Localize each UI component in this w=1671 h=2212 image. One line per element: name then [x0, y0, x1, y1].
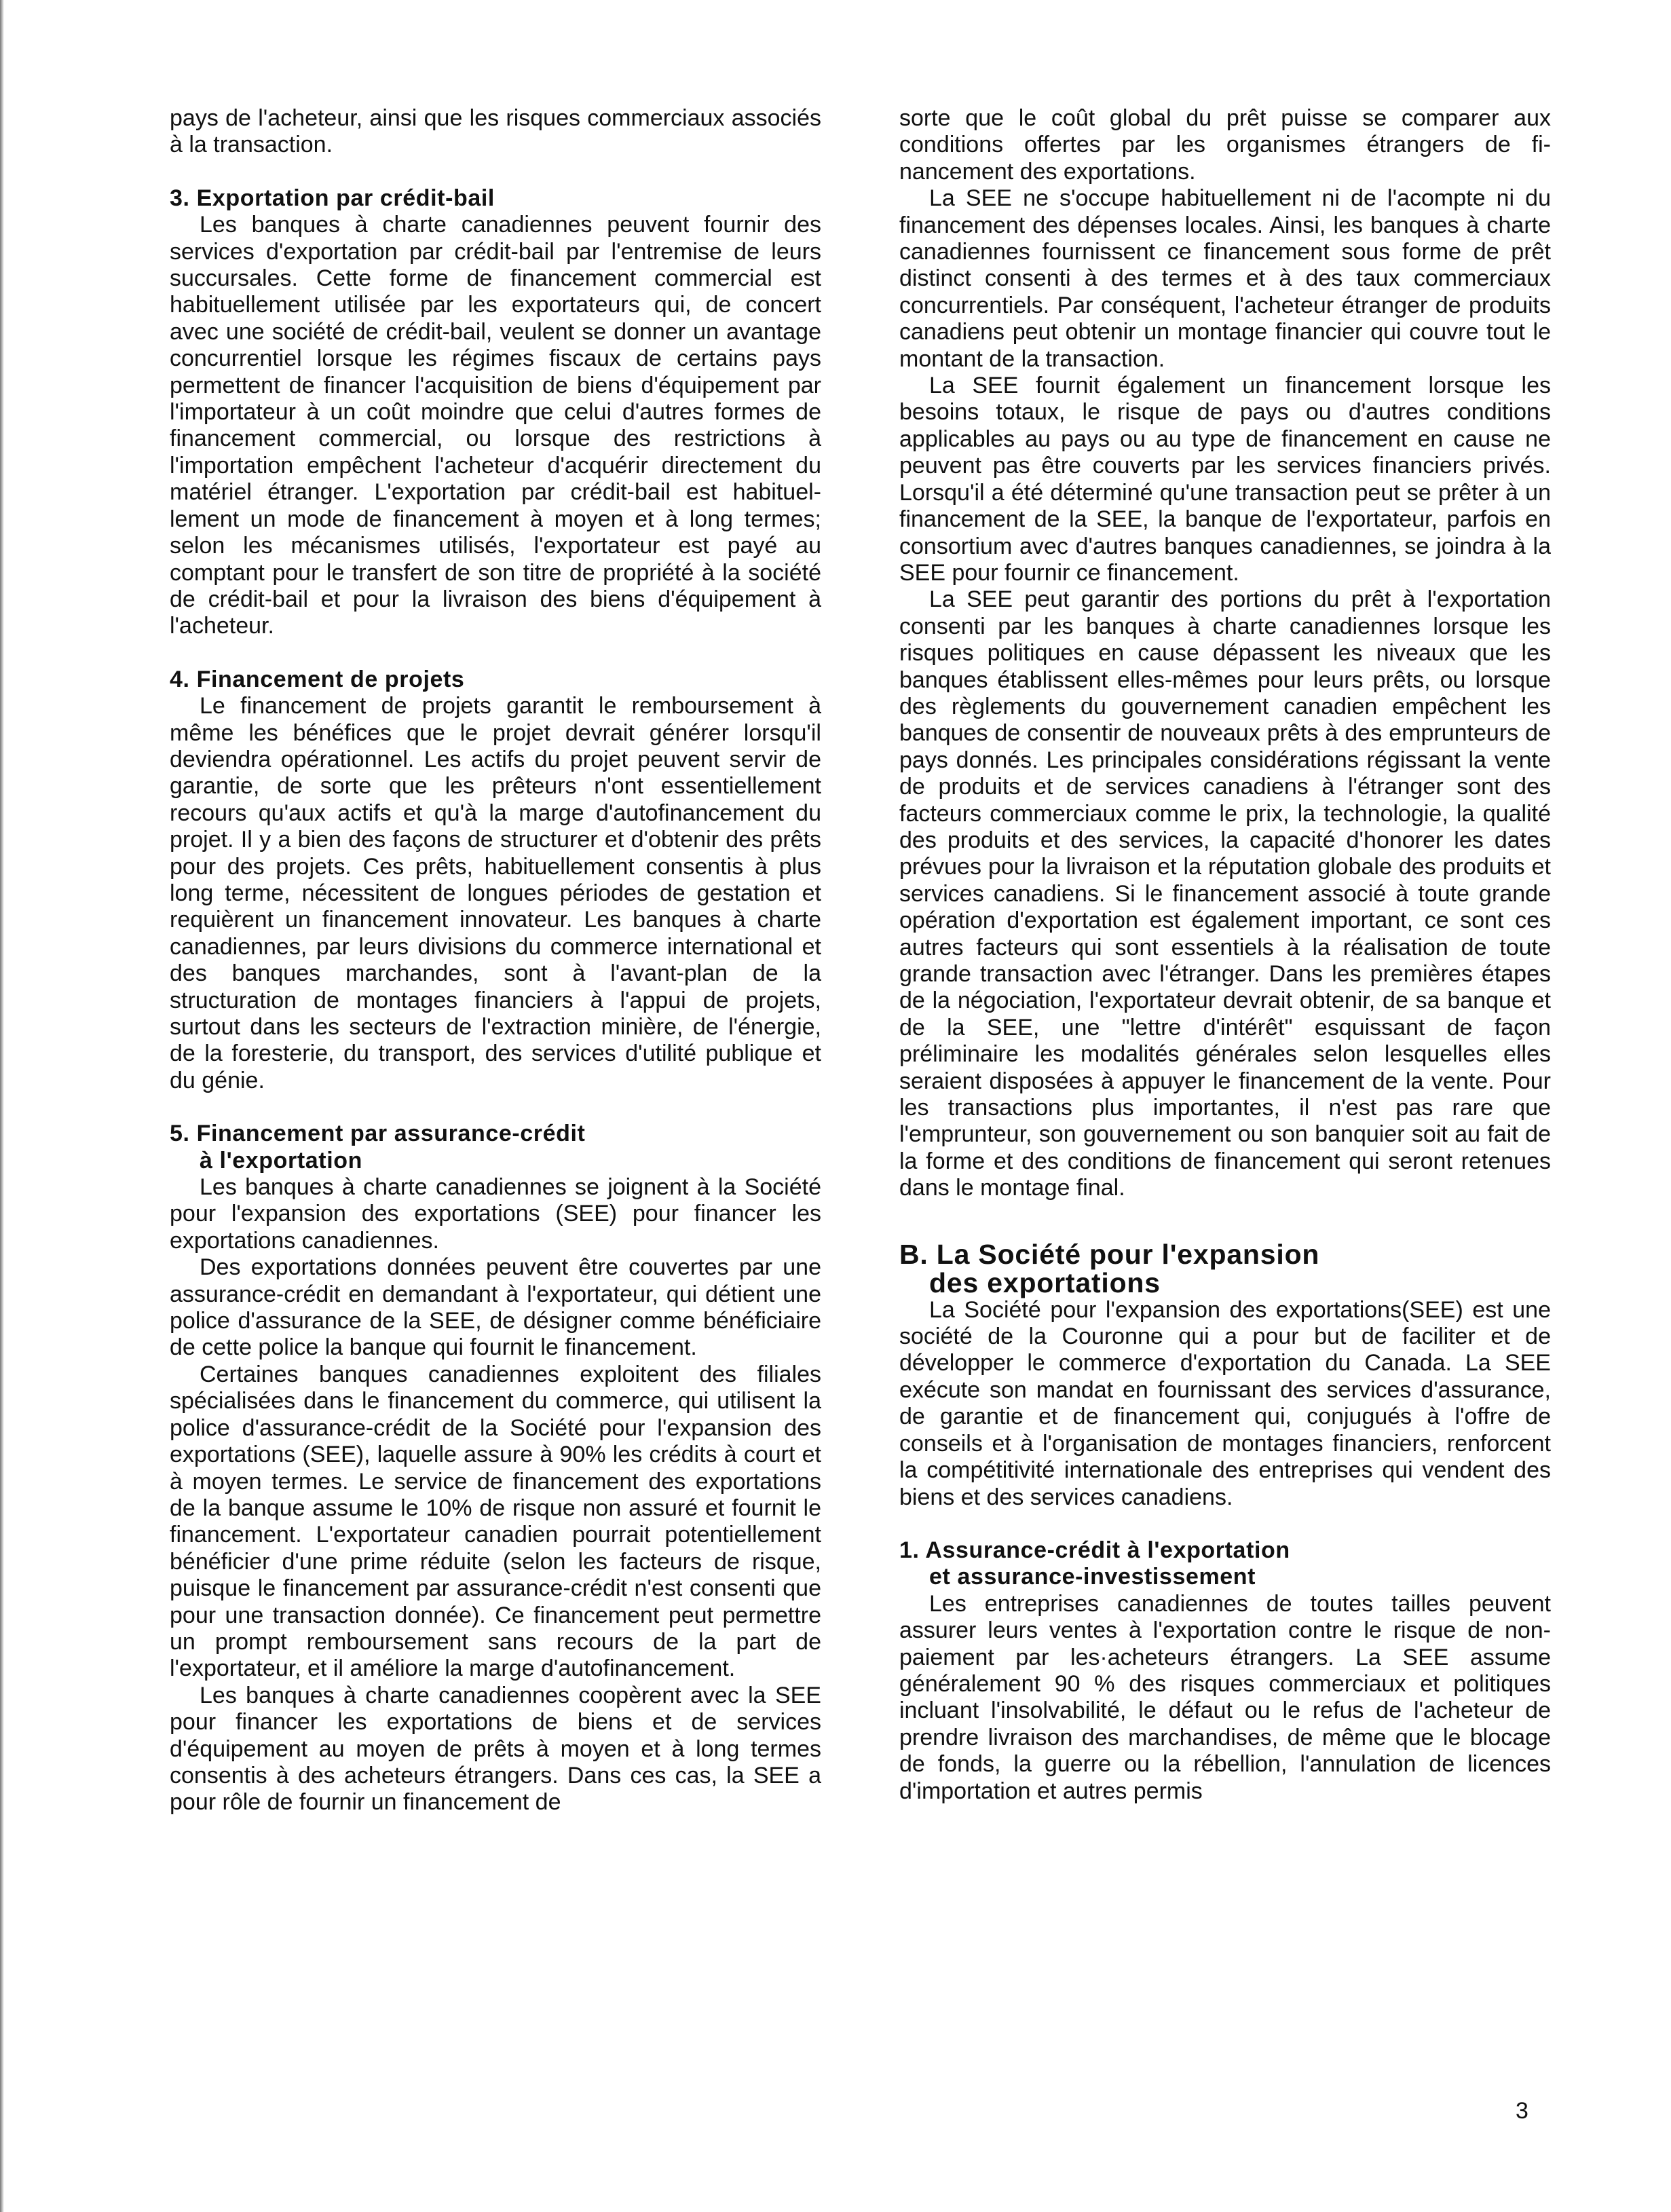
right-column: [899, 105, 1551, 1805]
heading-line: à l'exportation: [200, 1147, 363, 1174]
section-heading-financement-projets: 4. Financement de projets: [170, 666, 465, 692]
left-column: [170, 105, 821, 1816]
heading-line: 1. Assurance-crédit à l'exportation: [899, 1537, 1290, 1563]
paragraph: La SEE fournit également un financement lorsque les besoins totaux, le risque de pays ou d'autres conditions applicables au pays ou au type de financement en cause ne peuvent pas être couverts par les services financiers privés. Lorsqu'il a été déterminé qu'une transaction peut se prêter à un financement de la SEE, la banque de l'exportateur, parfois en consortium avec d'autres banques canadiennes, se joindra à la SEE pour fournir ce financement.: [899, 373, 1551, 586]
section-heading-assurance-investissement: [899, 1537, 1551, 1591]
paragraph: Les banques à charte canadiennes coopèrent avec la SEE pour financer les exportations de biens et de services d'équipement au moyen de prêts à moyen et à long termes consentis à des acheteurs étrangers. Dans ces cas, la SEE a pour rôle de fournir un financement de: [170, 1682, 821, 1816]
heading-line: B. La Société pour l'expansion: [899, 1238, 1320, 1270]
paragraph: La SEE ne s'occupe habituellement ni de l'acompte ni du financement des dépenses locales. Ainsi, les banques à charte canadiennes fournissent ce financement sous forme de prêt distinct consenti à des termes et à des taux commerciaux concurrentiels. Par conséquent, l'acheteur étranger de produits canadiens peut obtenir un montage financier qui couvre tout le montant de la transaction.: [899, 185, 1551, 372]
paragraph: pays de l'acheteur, ainsi que les risques commerciaux associés à la transaction.: [170, 105, 821, 158]
paragraph: Le financement de projets garantit le remboursement à même les bénéfices que le projet devrait générer lorsqu'il deviendra opérationnel. Les actifs du projet peuvent servir de garantie, de sorte que les prêteurs n'ont essentiellement recours qu'aux actifs et qu'à la marge d'autofinancement du projet. Il y a bien des façons de structurer et d'obtenir des prêts pour des projets. Ces prêts, habituellement consentis à plus long terme, nécessitent de longues périodes de gestation et requièrent un financement innovateur. Les banques à charte canadiennes, par leurs divisions du commerce international et des banques marchandes, sont à l'avant-plan de la structuration de montages financiers à l'appui de projets, surtout dans les secteurs de l'extraction minière, de l'énergie, de la foresterie, du transport, des services d'utilité publique et du génie.: [170, 693, 821, 1093]
heading-line: et assurance-investissement: [929, 1564, 1256, 1590]
scan-edge-shadow: [0, 0, 4, 2212]
page-number: 3: [1516, 2098, 1528, 2124]
paragraph: Les banques à charte canadiennes peuvent fournir des services d'exportation par crédit-bail par l'entremise de leurs succursales. Cette forme de financement commercial est habituellement utilisée par les exportateurs qui, de concert avec une société de crédit-bail, veulent se donner un avantage concurrentiel lorsque les régimes fiscaux de certains pays permettent de financer l'acquisition de biens d'équipement par l'importateur à un coût moindre que celui d'autres formes de financement commercial, ou lorsque des restrictions à l'importation empêchent l'acheteur d'acquérir directement du matériel étranger. L'exportation par crédit-bail est habituellement un mode de financement à moyen et à long termes; selon les mécanismes utilisés, l'exportateur est payé au comptant pour le transfert de son titre de propriété à la société de crédit-bail et pour la livraison des biens d'équipement à l'acheteur.: [170, 212, 821, 639]
section-heading-credit-bail: 3. Exportation par crédit-bail: [170, 185, 495, 211]
paragraph: Des exportations données peuvent être couvertes par une assurance-crédit en demandant à l'exportateur, qui détient une police d'assurance de la SEE, de désigner comme bénéficiaire de cette police la banque qui fournit le financement.: [170, 1254, 821, 1361]
paragraph: Les entreprises canadiennes de toutes tailles peuvent assurer leurs ventes à l'exportation contre le risque de non-paiement par les·acheteurs étrangers. La SEE assume généralement 90 % des risques commerciaux et politiques incluant l'insolvabilité, le défaut ou le refus de l'acheteur de prendre livraison des marchandises, de même que le blocage de fonds, la guerre ou la rébellion, l'annulation de licences d'importation et autres permis: [899, 1590, 1551, 1804]
heading-line: 5. Financement par assurance-crédit: [170, 1121, 586, 1147]
paragraph: Les banques à charte canadiennes se joignent à la Société pour l'expansion des exportations (SEE) pour financer les exportations canadiennes.: [170, 1174, 821, 1254]
heading-line: des exportations: [929, 1267, 1161, 1298]
section-heading-see: [899, 1240, 1551, 1297]
paragraph: La SEE peut garantir des portions du prêt à l'exportation consenti par les banques à charte canadiennes lorsque les risques politiques en cause dépassent les niveaux que les banques établissent elles-mêmes pour leurs prêts, ou lorsque des règlements du gouvernement canadien empêchent les banques de consentir de nouveaux prêts à des emprunteurs de pays donnés. Les principales considérations régissant la vente de produits et de services canadiens à l'étranger sont des facteurs commerciaux comme le prix, la technologie, la qualité des produits et des services, la capacité d'honorer les dates prévues pour la livraison et la réputation globale des produits et services canadiens. Si le financement associé à toute grande opération d'exportation est également important, ce sont ces autres facteurs qui sont essentiels à la réalisation de toute grande transaction avec l'étranger. Dans les premières étapes de la négociation, l'exportateur devrait obtenir, de sa banque et de la SEE, une "lettre d'intérêt" esquissant de façon préliminaire les modalités générales selon lesquelles elles seraient disposées à appuyer le financement de la vente. Pour les transactions plus importantes, il n'est pas rare que l'emprunteur, son gouvernement ou son banquier soit au fait de la forme et des conditions de financement qui seront retenues dans le montage final.: [899, 586, 1551, 1201]
section-heading-assurance-credit: [170, 1121, 821, 1174]
paragraph: Certaines banques canadiennes exploitent des filiales spécialisées dans le financement du commerce, qui utilisent la police d'assurance-crédit de la Société pour l'expansion des exportations (SEE), laquelle assure à 90% les crédits à court et à moyen termes. Le service de financement des exportations de la banque assume le 10% de risque non assuré et fournit le financement. L'exportateur canadien pourrait potentiellement bénéficier d'une prime réduite (selon les facteurs de risque, puisque le financement par assurance-crédit n'est consenti que pour une transaction donnée). Ce financement peut permettre un prompt remboursement sans recours de la part de l'exportateur, et il améliore la marge d'autofinancement.: [170, 1361, 821, 1682]
paragraph: La Société pour l'expansion des exportations(SEE) est une société de la Couronne qui a pour but de faciliter et de développer le commerce d'exportation du Canada. La SEE exécute son mandat en fournissant des services d'assurance, de garantie et de financement qui, conjugués à l'offre de conseils et à l'organisation de montages financiers, renforcent la compétitivité internationale des entreprises qui vendent des biens et des services canadiens.: [899, 1296, 1551, 1510]
paragraph: sorte que le coût global du prêt puisse se comparer aux conditions offertes par les organismes étrangers de financement des exportations.: [899, 105, 1551, 185]
